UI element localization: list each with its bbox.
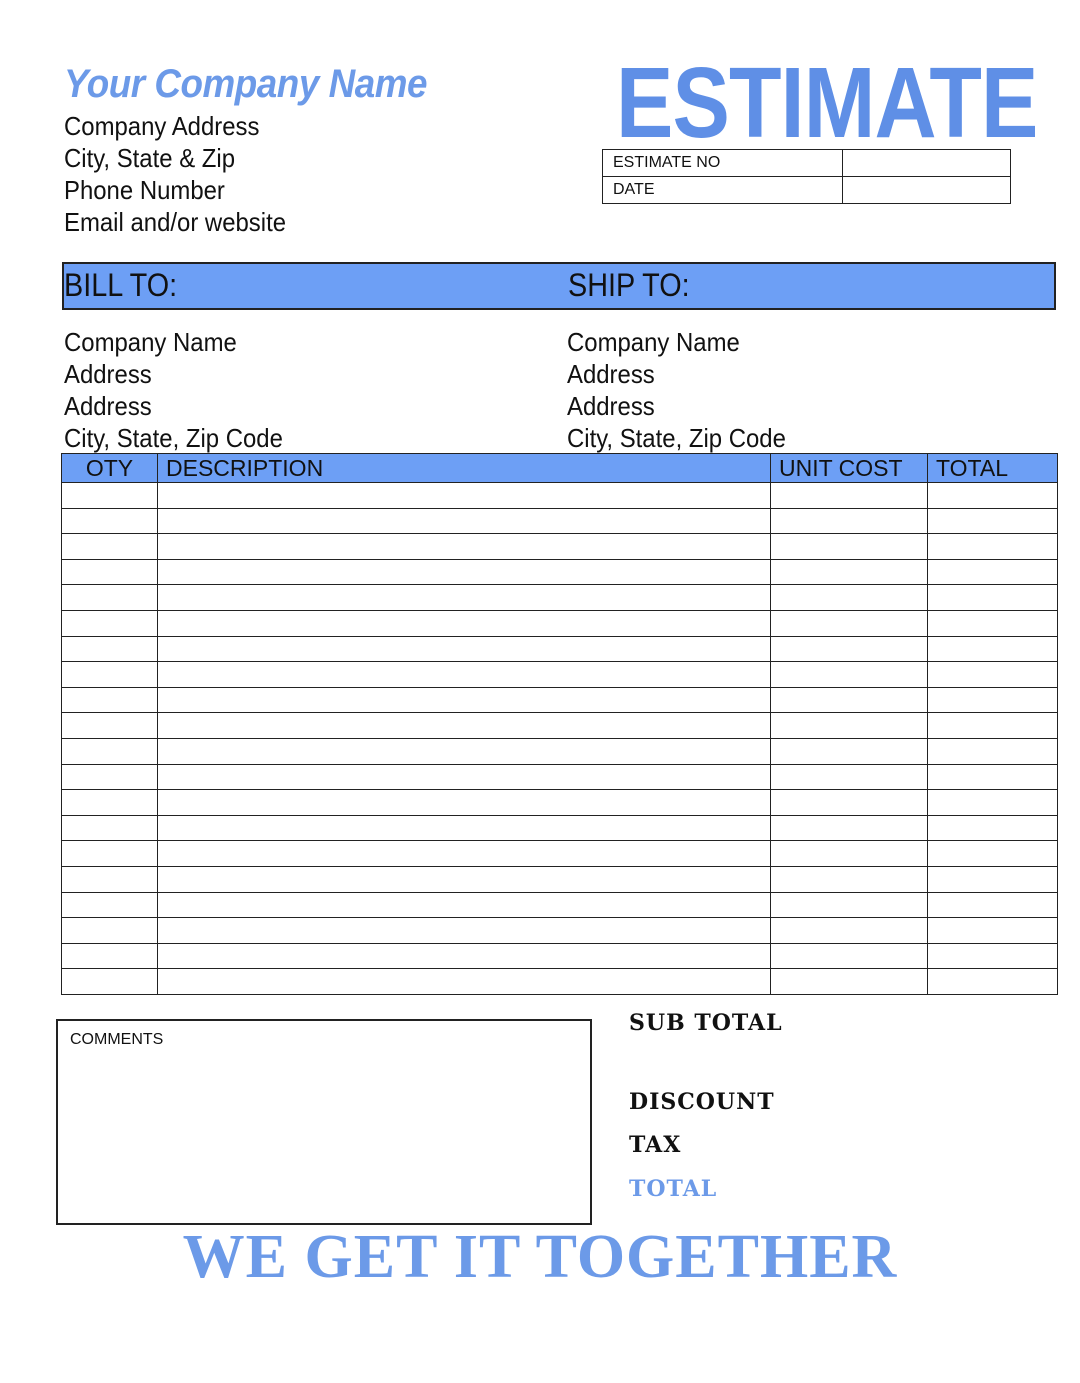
total-cell[interactable]: [928, 687, 1058, 713]
ship-to-address: [567, 326, 805, 454]
description-cell[interactable]: [158, 969, 771, 995]
total-cell[interactable]: [928, 738, 1058, 764]
ship-to-heading: SHIP TO:: [568, 267, 690, 303]
qty-cell[interactable]: [62, 918, 158, 944]
document-title: ESTIMATE: [616, 47, 1038, 159]
line-item-row: [62, 610, 1058, 636]
line-item-row: [62, 815, 1058, 841]
description-cell[interactable]: [158, 790, 771, 816]
bill-to-address-line-1: Address: [64, 359, 152, 389]
qty-cell[interactable]: [62, 534, 158, 560]
line-items-body: [62, 483, 1058, 995]
description-cell[interactable]: [158, 866, 771, 892]
unit-cost-cell[interactable]: [771, 483, 928, 509]
qty-cell[interactable]: [62, 508, 158, 534]
qty-cell[interactable]: [62, 841, 158, 867]
description-cell[interactable]: [158, 636, 771, 662]
line-item-row: [62, 738, 1058, 764]
line-item-row: [62, 918, 1058, 944]
column-header-total: TOTAL: [928, 454, 1058, 483]
line-item-row: [62, 969, 1058, 995]
description-cell[interactable]: [158, 815, 771, 841]
total-cell[interactable]: [928, 636, 1058, 662]
unit-cost-cell[interactable]: [771, 943, 928, 969]
total-cell[interactable]: [928, 483, 1058, 509]
line-item-row: [62, 636, 1058, 662]
total-cell[interactable]: [928, 943, 1058, 969]
subtotal-label: SUB TOTAL: [629, 1010, 783, 1036]
line-item-row: [62, 483, 1058, 509]
unit-cost-cell[interactable]: [771, 610, 928, 636]
company-address: Company Address: [64, 111, 260, 141]
description-cell[interactable]: [158, 764, 771, 790]
ship-to-address-line-1: Address: [567, 359, 655, 389]
qty-cell[interactable]: [62, 559, 158, 585]
unit-cost-cell[interactable]: [771, 559, 928, 585]
description-cell[interactable]: [158, 892, 771, 918]
unit-cost-cell[interactable]: [771, 969, 928, 995]
line-item-row: [62, 662, 1058, 688]
company-city-state-zip: City, State & Zip: [64, 143, 236, 173]
unit-cost-cell[interactable]: [771, 508, 928, 534]
unit-cost-cell[interactable]: [771, 738, 928, 764]
line-items-table: [61, 453, 1058, 995]
unit-cost-cell[interactable]: [771, 662, 928, 688]
description-cell[interactable]: [158, 918, 771, 944]
total-cell[interactable]: [928, 969, 1058, 995]
line-item-row: [62, 508, 1058, 534]
bill-to-heading: BILL TO:: [64, 267, 178, 303]
description-cell[interactable]: [158, 534, 771, 560]
company-email-website: Email and/or website: [64, 207, 287, 237]
qty-cell[interactable]: [62, 610, 158, 636]
description-cell[interactable]: [158, 662, 771, 688]
description-cell[interactable]: [158, 841, 771, 867]
qty-cell[interactable]: [62, 662, 158, 688]
total-cell[interactable]: [928, 559, 1058, 585]
unit-cost-cell[interactable]: [771, 585, 928, 611]
line-item-row: [62, 790, 1058, 816]
column-header-description: DESCRIPTION: [158, 454, 771, 483]
total-cell[interactable]: [928, 534, 1058, 560]
line-item-row: [62, 892, 1058, 918]
description-cell[interactable]: [158, 713, 771, 739]
estimate-no-field[interactable]: [843, 150, 1011, 177]
line-items-header-row: [62, 454, 1058, 483]
qty-cell[interactable]: [62, 969, 158, 995]
ship-to-company: Company Name: [567, 327, 740, 357]
total-cell[interactable]: [928, 713, 1058, 739]
total-cell[interactable]: [928, 815, 1058, 841]
bill-to-address: [64, 326, 302, 454]
line-item-row: [62, 559, 1058, 585]
line-item-row: [62, 687, 1058, 713]
total-cell[interactable]: [928, 918, 1058, 944]
description-cell[interactable]: [158, 508, 771, 534]
date-label: DATE: [603, 177, 843, 204]
description-cell[interactable]: [158, 483, 771, 509]
bill-to-company: Company Name: [64, 327, 237, 357]
description-cell[interactable]: [158, 687, 771, 713]
line-item-row: [62, 764, 1058, 790]
total-cell[interactable]: [928, 892, 1058, 918]
company-info: [64, 110, 305, 238]
total-cell[interactable]: [928, 508, 1058, 534]
unit-cost-cell[interactable]: [771, 534, 928, 560]
qty-cell[interactable]: [62, 764, 158, 790]
tax-label: TAX: [629, 1132, 682, 1158]
description-cell[interactable]: [158, 559, 771, 585]
qty-cell[interactable]: [62, 943, 158, 969]
column-header-unit-cost: UNIT COST: [771, 454, 928, 483]
line-item-row: [62, 534, 1058, 560]
ship-to-city-state-zip: City, State, Zip Code: [567, 423, 786, 453]
estimate-no-label: ESTIMATE NO: [603, 150, 843, 177]
unit-cost-cell[interactable]: [771, 918, 928, 944]
unit-cost-cell[interactable]: [771, 815, 928, 841]
total-cell[interactable]: [928, 764, 1058, 790]
date-field[interactable]: [843, 177, 1011, 204]
bill-to-city-state-zip: City, State, Zip Code: [64, 423, 283, 453]
estimate-meta-table: [602, 149, 1011, 204]
qty-cell[interactable]: [62, 866, 158, 892]
company-name: Your Company Name: [64, 62, 427, 106]
description-cell[interactable]: [158, 585, 771, 611]
total-cell[interactable]: [928, 585, 1058, 611]
unit-cost-cell[interactable]: [771, 764, 928, 790]
total-label: TOTAL: [629, 1176, 718, 1202]
description-cell[interactable]: [158, 943, 771, 969]
qty-cell[interactable]: [62, 636, 158, 662]
tagline: WE GET IT TOGETHER: [182, 1223, 898, 1291]
total-cell[interactable]: [928, 841, 1058, 867]
bill-ship-header-band: [62, 262, 1056, 310]
unit-cost-cell[interactable]: [771, 636, 928, 662]
line-item-row: [62, 943, 1058, 969]
unit-cost-cell[interactable]: [771, 866, 928, 892]
total-cell[interactable]: [928, 790, 1058, 816]
qty-cell[interactable]: [62, 738, 158, 764]
qty-cell[interactable]: [62, 790, 158, 816]
line-item-row: [62, 866, 1058, 892]
line-item-row: [62, 713, 1058, 739]
unit-cost-cell[interactable]: [771, 687, 928, 713]
qty-cell[interactable]: [62, 585, 158, 611]
qty-cell[interactable]: [62, 713, 158, 739]
qty-cell[interactable]: [62, 483, 158, 509]
unit-cost-cell[interactable]: [771, 892, 928, 918]
estimate-no-row: [603, 150, 1011, 177]
comments-box[interactable]: [56, 1019, 592, 1225]
description-cell[interactable]: [158, 610, 771, 636]
line-item-row: [62, 841, 1058, 867]
qty-cell[interactable]: [62, 687, 158, 713]
comments-label: COMMENTS: [70, 1031, 164, 1048]
total-cell[interactable]: [928, 866, 1058, 892]
column-header-qty: OTY: [62, 454, 158, 483]
unit-cost-cell[interactable]: [771, 713, 928, 739]
discount-label: DISCOUNT: [629, 1089, 775, 1115]
total-cell[interactable]: [928, 610, 1058, 636]
bill-to-address-line-2: Address: [64, 391, 152, 421]
qty-cell[interactable]: [62, 892, 158, 918]
date-row: [603, 177, 1011, 204]
company-phone: Phone Number: [64, 175, 225, 205]
unit-cost-cell[interactable]: [771, 841, 928, 867]
line-item-row: [62, 585, 1058, 611]
description-cell[interactable]: [158, 738, 771, 764]
ship-to-address-line-2: Address: [567, 391, 655, 421]
unit-cost-cell[interactable]: [771, 790, 928, 816]
total-cell[interactable]: [928, 662, 1058, 688]
qty-cell[interactable]: [62, 815, 158, 841]
